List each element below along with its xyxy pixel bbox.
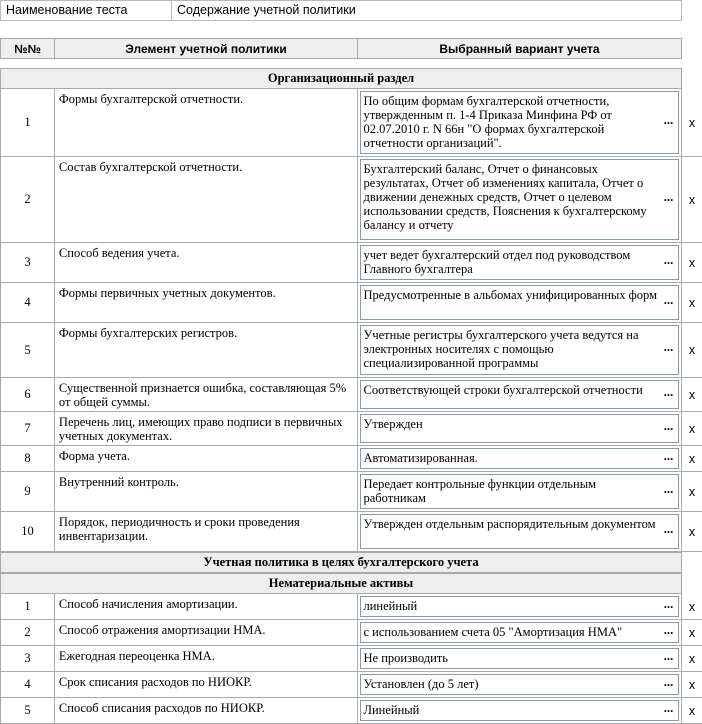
table-row xyxy=(0,283,702,323)
ellipsis-select-button[interactable]: ··· xyxy=(663,295,673,310)
ellipsis-select-button[interactable]: ··· xyxy=(663,451,673,466)
variant-value: Предусмотренные в альбомах унифицированных форм xyxy=(363,288,657,302)
variant-value: Утвержден отдельным распорядительным документом xyxy=(363,517,656,531)
variant-field[interactable] xyxy=(360,596,680,617)
row-number: 2 xyxy=(1,157,55,242)
variant-field[interactable] xyxy=(360,648,680,669)
ellipsis-select-button[interactable]: ··· xyxy=(663,192,673,207)
row-element-name: Состав бухгалтерской отчетности. xyxy=(55,157,358,242)
ellipsis-select-button[interactable]: ··· xyxy=(663,343,673,357)
variant-field[interactable] xyxy=(360,448,680,469)
table-row xyxy=(0,446,702,472)
variant-value: Не производить xyxy=(363,651,448,665)
table-row xyxy=(0,378,702,412)
row-number: 6 xyxy=(1,378,55,411)
clear-x-icon[interactable]: x xyxy=(688,484,696,499)
variant-value: Бухгалтерский баланс, Отчет о финансовых результатах, Отчет об изменениях капитала, Отчет о движении денежных средств, Отчет о целевом использовании средств, Пояснения к бухгалтерскому балансу и отчету xyxy=(363,162,647,232)
variant-field[interactable] xyxy=(360,380,680,409)
variant-value: с использованием счета 05 "Амортизация НМА" xyxy=(363,625,623,639)
ellipsis-select-button[interactable]: ··· xyxy=(663,484,673,499)
ellipsis-select-button[interactable]: ··· xyxy=(663,703,673,718)
table-row xyxy=(0,646,702,672)
variant-value: учет ведет бухгалтерский отдел под руководством Главного бухгалтера xyxy=(363,248,631,276)
column-header-num: №№ xyxy=(1,39,55,58)
clear-x-icon[interactable]: x xyxy=(688,255,696,270)
row-element-name: Формы бухгалтерских регистров. xyxy=(55,323,358,377)
clear-x-icon[interactable]: x xyxy=(688,295,696,310)
clear-x-icon[interactable]: x xyxy=(688,524,696,539)
variant-field[interactable] xyxy=(360,285,680,320)
row-number: 10 xyxy=(1,512,55,551)
row-number: 5 xyxy=(1,323,55,377)
row-number: 5 xyxy=(1,698,55,723)
ellipsis-select-button[interactable]: ··· xyxy=(663,115,673,130)
ellipsis-select-button[interactable]: ··· xyxy=(663,421,673,436)
variant-field[interactable] xyxy=(360,245,680,280)
row-number: 2 xyxy=(1,620,55,645)
row-element-name: Внутренний контроль. xyxy=(55,472,358,511)
ellipsis-select-button[interactable]: ··· xyxy=(663,255,673,270)
row-element-name: Формы бухгалтерской отчетности. xyxy=(55,89,358,156)
clear-x-icon[interactable]: x xyxy=(688,343,696,357)
ellipsis-select-button[interactable]: ··· xyxy=(663,387,673,402)
column-header-element: Элемент учетной политики xyxy=(55,39,358,58)
table-row xyxy=(0,89,702,157)
row-element-name: Способ начисления амортизации. xyxy=(55,594,358,619)
table-header xyxy=(0,38,682,59)
table-row xyxy=(0,157,702,243)
row-number: 8 xyxy=(1,446,55,471)
variant-value: Линейный xyxy=(363,703,420,717)
row-element-name: Формы первичных учетных документов. xyxy=(55,283,358,322)
clear-x-icon[interactable]: x xyxy=(688,421,696,436)
ellipsis-select-button[interactable]: ··· xyxy=(663,524,673,539)
clear-x-icon[interactable]: x xyxy=(688,192,696,207)
row-element-name: Порядок, периодичность и сроки проведения инвентаризации. xyxy=(55,512,358,551)
variant-field[interactable] xyxy=(360,474,680,509)
variant-value: Соответствующей строки бухгалтерской отчетности xyxy=(363,383,643,397)
variant-field[interactable] xyxy=(360,91,680,154)
table-row xyxy=(0,412,702,446)
clear-x-icon[interactable]: x xyxy=(688,387,696,402)
variant-value: линейный xyxy=(363,599,418,613)
table-row xyxy=(0,594,702,620)
variant-field[interactable] xyxy=(360,514,680,549)
row-number: 3 xyxy=(1,243,55,282)
clear-x-icon[interactable]: x xyxy=(688,451,696,466)
table-row xyxy=(0,323,702,378)
table-row xyxy=(0,672,702,698)
clear-x-icon[interactable]: x xyxy=(688,677,696,692)
test-name-label: Наименование теста xyxy=(1,1,172,20)
ellipsis-select-button[interactable]: ··· xyxy=(663,677,673,692)
row-number: 1 xyxy=(1,89,55,156)
ellipsis-select-button[interactable]: ··· xyxy=(663,625,673,640)
variant-field[interactable] xyxy=(360,159,680,240)
row-element-name: Форма учета. xyxy=(55,446,358,471)
variant-value: Утвержден xyxy=(363,417,423,431)
variant-field[interactable] xyxy=(360,414,680,443)
clear-x-icon[interactable]: x xyxy=(688,599,696,614)
row-element-name: Способ ведения учета. xyxy=(55,243,358,282)
row-element-name: Существенной признается ошибка, составляющая 5% от общей суммы. xyxy=(55,378,358,411)
variant-field[interactable] xyxy=(360,325,680,375)
variant-value: Автоматизированная. xyxy=(363,451,478,465)
variant-value: По общим формам бухгалтерской отчетности, утвержденным п. 1-4 Приказа Минфина РФ от 02.07.2010 г. N 66н "О формах бухгалтерской отчетности организаций". xyxy=(363,94,612,150)
section-header: Организационный раздел xyxy=(0,68,682,89)
table-row xyxy=(0,243,702,283)
section-header: Учетная политика в целях бухгалтерского учета xyxy=(0,552,682,573)
column-header-variant: Выбранный вариант учета xyxy=(439,41,600,56)
variant-field[interactable] xyxy=(360,622,680,643)
table-row xyxy=(0,698,702,724)
row-element-name: Способ списания расходов по НИОКР. xyxy=(55,698,358,723)
variant-value: Установлен (до 5 лет) xyxy=(363,677,479,691)
test-name-bar xyxy=(0,0,682,21)
policy-table xyxy=(0,68,702,724)
row-number: 4 xyxy=(1,283,55,322)
section-header: Нематериальные активы xyxy=(0,573,682,594)
row-number: 4 xyxy=(1,672,55,697)
row-number: 7 xyxy=(1,412,55,445)
clear-x-icon[interactable]: x xyxy=(688,651,696,666)
variant-field[interactable] xyxy=(360,674,680,695)
variant-value: Передает контрольные функции отдельным работникам xyxy=(363,477,597,505)
clear-x-icon[interactable]: x xyxy=(688,703,696,718)
row-element-name: Способ отражения амортизации НМА. xyxy=(55,620,358,645)
table-row xyxy=(0,512,702,552)
ellipsis-select-button[interactable]: ··· xyxy=(663,651,673,666)
table-row xyxy=(0,472,702,512)
row-number: 1 xyxy=(1,594,55,619)
row-element-name: Перечень лиц, имеющих право подписи в первичных учетных документах. xyxy=(55,412,358,445)
row-element-name: Срок списания расходов по НИОКР. xyxy=(55,672,358,697)
clear-x-icon[interactable]: x xyxy=(688,115,696,130)
clear-x-icon[interactable]: x xyxy=(688,625,696,640)
row-element-name: Ежегодная переоценка НМА. xyxy=(55,646,358,671)
variant-value: Учетные регистры бухгалтерского учета ведутся на электронных носителях с помощью специализированной программы xyxy=(363,328,639,370)
test-name-value: Содержание учетной политики xyxy=(177,3,356,17)
row-number: 9 xyxy=(1,472,55,511)
table-row xyxy=(0,620,702,646)
variant-field[interactable] xyxy=(360,700,680,721)
ellipsis-select-button[interactable]: ··· xyxy=(663,599,673,614)
row-number: 3 xyxy=(1,646,55,671)
